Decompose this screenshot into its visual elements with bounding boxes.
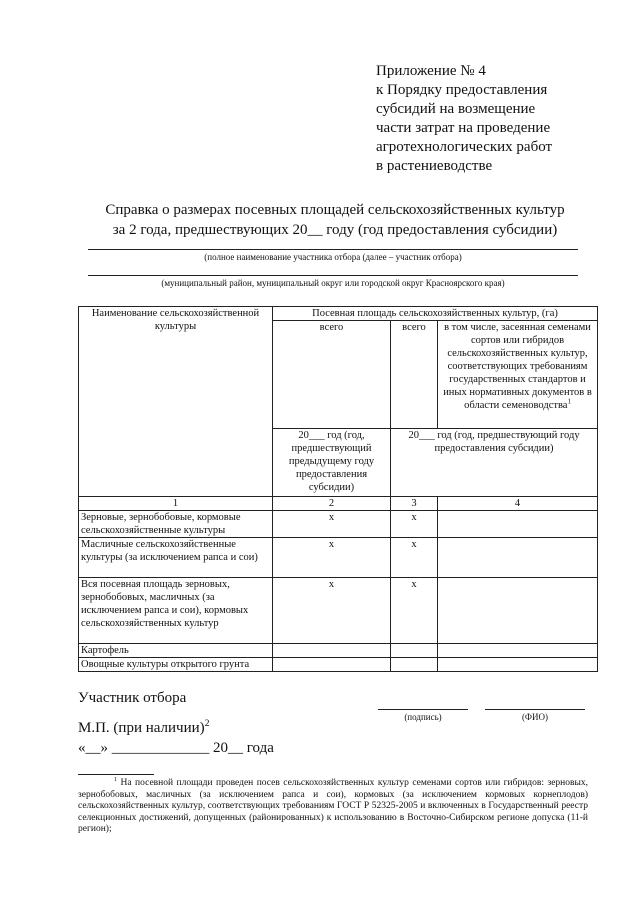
row-cell-3[interactable] — [391, 658, 438, 672]
document-title — [60, 200, 610, 240]
appendix-line: Приложение № 4 — [376, 63, 486, 79]
footnote-mark: 1 — [114, 776, 118, 783]
row-cell-4[interactable] — [438, 511, 598, 538]
municipality-line[interactable] — [88, 275, 578, 276]
appendix-line: в растениеводстве — [376, 158, 493, 174]
row-name: Масличные сельскохозяйственные культуры (за исключением рапса и сои) — [79, 538, 273, 578]
row-cell-2[interactable]: x — [273, 578, 391, 644]
participant-label: Участник отбора — [78, 690, 187, 706]
header-total-2: всего — [391, 321, 438, 429]
header-year-prev-prev: 20___ год (год, предшествующий предыдущему году предоставления субсидии) — [273, 429, 391, 497]
appendix-line: к Порядку предоставления — [376, 82, 548, 98]
row-cell-3[interactable]: x — [391, 511, 438, 538]
appendix-block — [376, 62, 552, 176]
row-cell-3[interactable]: x — [391, 538, 438, 578]
table-row — [79, 578, 598, 644]
table-row — [79, 511, 598, 538]
row-cell-4[interactable] — [438, 538, 598, 578]
row-name: Овощные культуры открытого грунта — [79, 658, 273, 672]
appendix-line: части затрат на проведение — [376, 120, 551, 136]
footnote-ref-1: 1 — [567, 398, 571, 406]
table-row — [79, 538, 598, 578]
row-cell-4[interactable] — [438, 578, 598, 644]
date-field[interactable]: «__» _____________ 20__ года — [78, 740, 274, 756]
row-cell-4[interactable] — [438, 658, 598, 672]
participant-name-line[interactable] — [88, 249, 578, 250]
participant-name-caption: (полное наименование участника отбора (далее – участник отбора) — [204, 252, 462, 262]
footnote-divider — [78, 774, 154, 775]
title-line-1: Справка о размерах посевных площадей сельскохозяйственных культур — [105, 202, 565, 218]
header-including: в том числе, засеянная семенами сортов или гибридов сельскохозяйственных культур, соответствующих требованиям государственных стандартов и иных нормативных документов в области семеноводства$^1$ — [438, 321, 598, 429]
municipality-caption: (муниципальный район, муниципальный округ или городской округ Красноярского края) — [161, 278, 505, 288]
header-total-1: всего — [273, 321, 391, 429]
header-culture-name: Наименование сельскохозяйственной культуры — [79, 307, 273, 497]
signature-line[interactable] — [378, 709, 468, 710]
sown-area-table — [78, 306, 598, 672]
table-row — [79, 644, 598, 658]
row-name: Вся посевная площадь зерновых, зернобобовых, масличных (за исключением рапса и сои), кормовых сельскохозяйственных культур — [79, 578, 273, 644]
row-name: Зерновые, зернобобовые, кормовые сельскохозяйственные культуры — [79, 511, 273, 538]
signature-caption: (подпись) — [404, 712, 442, 722]
row-cell-2[interactable]: x — [273, 511, 391, 538]
row-cell-4[interactable] — [438, 644, 598, 658]
header-sown-area: Посевная площадь сельскохозяйственных культур, (га) — [273, 307, 598, 321]
row-cell-2[interactable]: x — [273, 538, 391, 578]
row-cell-2[interactable] — [273, 658, 391, 672]
col-number: 1 — [79, 497, 273, 511]
col-number: 4 — [438, 497, 598, 511]
col-number: 3 — [391, 497, 438, 511]
title-line-2: за 2 года, предшествующих 20__ году (год предоставления субсидии) — [112, 222, 558, 238]
stamp-label: М.П. (при наличии)$^2$ — [78, 718, 210, 736]
header-year-prev: 20___ год (год, предшествующий году предоставления субсидии) — [391, 429, 598, 497]
footnote-ref-2: 2 — [204, 718, 210, 729]
row-cell-3[interactable] — [391, 644, 438, 658]
col-number: 2 — [273, 497, 391, 511]
appendix-line: субсидий на возмещение — [376, 101, 536, 117]
full-name-caption: (ФИО) — [521, 712, 549, 722]
row-name: Картофель — [79, 644, 273, 658]
table-row — [79, 658, 598, 672]
footnote — [78, 778, 588, 836]
appendix-line: агротехнологических работ — [376, 139, 553, 155]
full-name-line[interactable] — [485, 709, 585, 710]
footnote-text: На посевной площади проведен посев сельскохозяйственных культур семенами сортов или гибридов: зерновых, зернобобовых, масличных (за исключением рапса и сои), кормовых (за исключением кормовых корнеплодов) сельскохозяйственных культур, соответствующих требованиям ГОСТ Р 52325-2005 и включенных в Государственный реестр селекционных достижений, допущенных (районированных) к использованию в Восточно-Сибирском регионе допуска (11-й регион); — [78, 778, 588, 834]
row-cell-3[interactable]: x — [391, 578, 438, 644]
row-cell-2[interactable] — [273, 644, 391, 658]
